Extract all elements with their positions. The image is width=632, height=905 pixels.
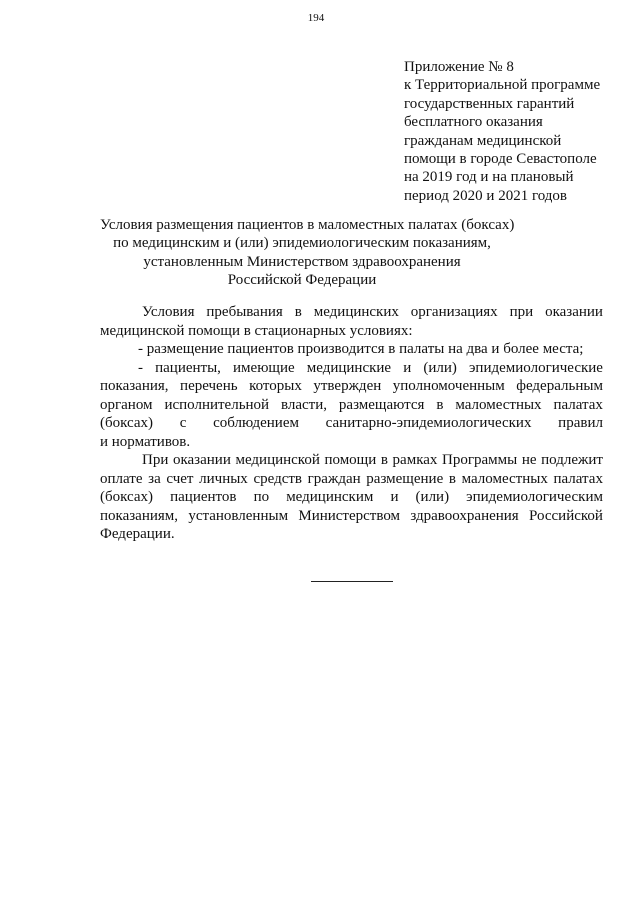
word: медицинских [313,304,399,320]
word: федеральным [516,378,603,394]
word: эпидемиологическим [466,489,603,505]
word: перечень [180,378,238,394]
word: и [403,359,412,376]
word: Министерством [298,507,401,524]
body-line [100,396,603,415]
body-line [100,433,603,452]
word: органом [100,396,153,413]
word: медицинские [306,359,392,376]
word: соблюдением [213,415,299,431]
word: маломестных [455,396,542,413]
word: и нормативов. [100,433,191,450]
word: палатах [553,470,603,487]
page-number: 194 [307,12,325,24]
body-line [100,488,603,507]
body-line [100,414,603,433]
word: показаниям, [100,507,179,524]
word: с [179,415,187,431]
word: При [142,452,169,468]
word: здравоохранения [410,507,519,524]
word: Федерации. [100,526,175,542]
word: - [138,359,143,376]
appendix-line: Приложение № 8 [404,59,514,75]
word: палатах [553,396,603,413]
document-title [100,216,515,290]
end-rule [311,581,393,582]
word: при [509,304,534,320]
word: санитарно-эпидемиологических [325,415,532,431]
title-line: Условия размещения пациентов в маломестных палатах (боксах) [100,217,515,233]
word: в [294,304,302,320]
appendix-line: период 2020 и 2021 годов [404,187,568,204]
word: правил [558,415,603,431]
word: в [448,470,456,487]
word: (или) [423,359,457,376]
body-line [100,377,603,396]
appendix-line: государственных гарантий [404,95,575,112]
appendix-line: гражданам медицинской [404,132,562,149]
title-line: по медицинским и (или) эпидемиологическим показаниям, [113,235,491,252]
word: пациенты, [155,359,221,376]
appendix-line: к Территориальной программе [404,77,601,94]
appendix-line: помощи в городе Севастополе [404,151,597,168]
word: оказании [172,452,231,468]
word: эпидемиологические [468,359,603,376]
word: медицинской [235,452,320,468]
word: Программы [442,452,518,468]
word: помощи [324,452,377,468]
title-line: установленным Министерством здравоохранения [143,253,461,270]
word: (боксах) [100,415,154,431]
word: медицинской помощи в стационарных условиях: [100,322,413,339]
word: (или) [415,489,450,505]
appendix-block [404,58,626,205]
word: в [380,452,388,468]
word: маломестных [461,470,548,487]
word: власти, [280,396,328,413]
word: медицинским [286,489,374,505]
word: показания, [100,378,169,394]
word: (боксах) [100,489,154,505]
word: Условия [142,304,195,320]
word: счет [166,470,194,487]
word: не [521,452,537,468]
word: подлежит [541,452,603,468]
word: за [148,470,161,487]
word: размещение [366,470,444,487]
word: граждан [307,470,361,487]
title-line: Российской Федерации [227,272,377,289]
word: и [390,489,399,505]
word: оплате [100,470,143,487]
word: имеющие [233,359,295,376]
word: исполнительной [164,396,270,413]
body-line [100,507,603,526]
word: организациях [410,304,498,320]
word: пациентов [170,489,237,505]
word: по [253,489,270,505]
appendix-line: на 2019 год и на плановый [404,169,574,186]
body-line [100,322,603,341]
word: Российской [529,507,603,524]
list-item: - размещение пациентов производится в палаты на два и более места; [138,341,584,357]
word: личных [199,470,248,487]
word: утвержден [313,378,382,394]
body-line [100,359,603,378]
word: средств [253,470,302,487]
body-text [100,303,603,544]
word: которых [249,378,302,394]
body-line [100,470,603,489]
word: оказании [545,304,603,320]
body-line [100,451,603,470]
body-line [100,525,603,544]
body-line [100,340,603,359]
word: размещаются [338,396,425,413]
word: в [436,396,444,413]
word: пребывания [206,304,283,320]
word: рамках [392,452,438,468]
word: уполномоченным [392,378,505,394]
body-line [100,303,603,322]
word: установленным [188,507,289,524]
appendix-line: бесплатного оказания [404,114,543,131]
